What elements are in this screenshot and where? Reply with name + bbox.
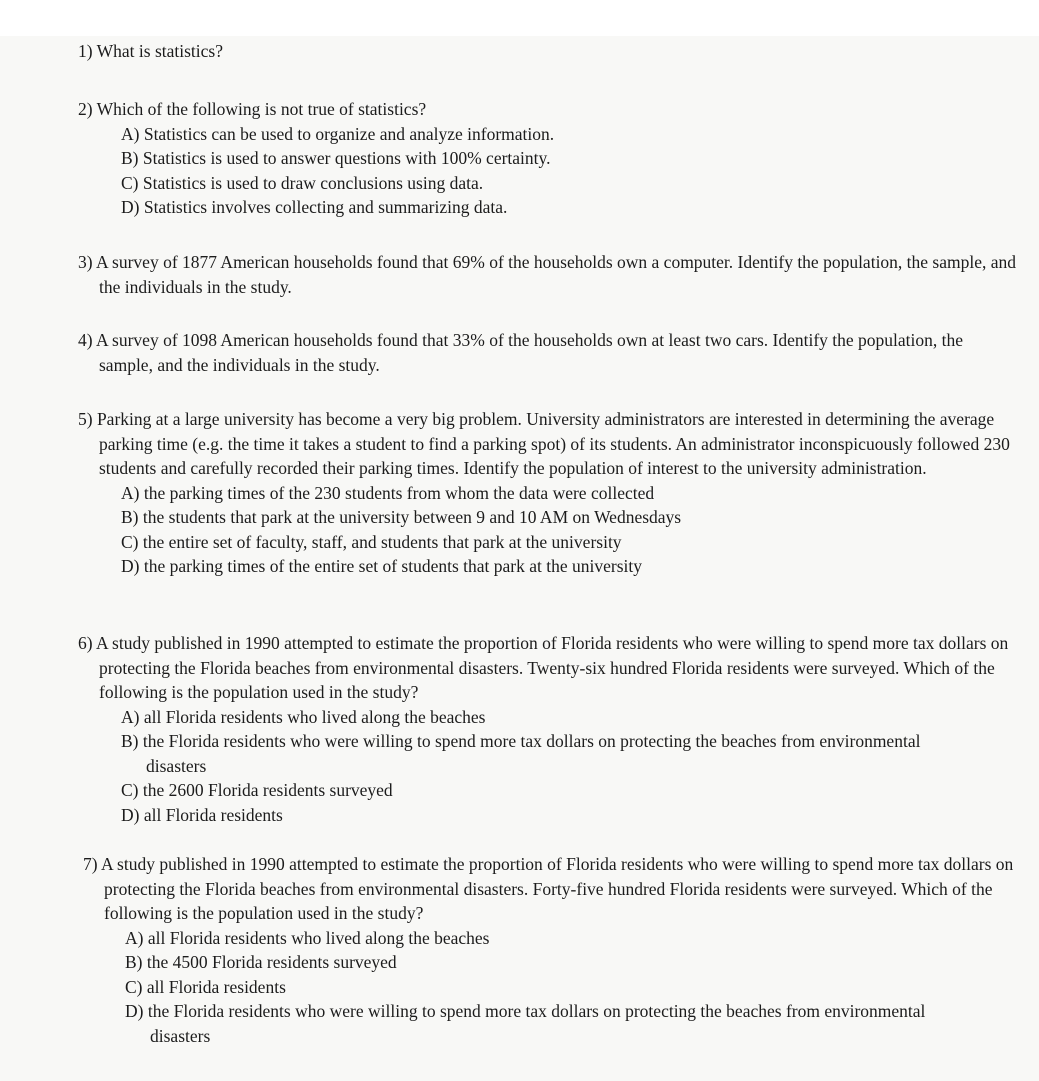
question-6	[0, 631, 1039, 827]
question-3	[0, 250, 1039, 299]
question-2-option-b: B) Statistics is used to answer questions with 100% certainty.	[121, 148, 551, 168]
question-7-options	[0, 926, 1039, 1049]
question-2	[0, 97, 1039, 220]
question-5-option-c: C) the entire set of faculty, staff, and students that park at the university	[121, 531, 622, 552]
question-7-option-b: B) the 4500 Florida residents surveyed	[125, 952, 397, 972]
question-5-option-b: B) the students that park at the university between 9 and 10 AM on Wednesdays	[121, 507, 682, 527]
question-2-option-a: A) Statistics can be used to organize and analyze information.	[121, 123, 555, 144]
question-7-option-d: D) the Florida residents who were willing to spend more tax dollars on protecting the beaches from environmental disasters	[125, 1001, 926, 1046]
question-2-options	[0, 122, 1039, 220]
question-5-option-d: D) the parking times of the entire set of students that park at the university	[121, 556, 642, 576]
question-6-options	[0, 705, 1039, 828]
question-5-option-a: A) the parking times of the 230 students from whom the data were collected	[121, 482, 655, 503]
question-7-option-c: C) all Florida residents	[125, 976, 286, 997]
question-6-option-b: B) the Florida residents who were willing to spend more tax dollars on protecting the beaches from environmental disasters	[121, 731, 921, 776]
question-7-stem: 7) A study published in 1990 attempted to estimate the proportion of Florida residents who were willing to spend more tax dollars on protecting the Florida beaches from environmental disasters. Forty-five hundred Florida residents were surveyed. Which of the following is the population used in the study?	[83, 854, 1014, 923]
question-6-option-d: D) all Florida residents	[121, 804, 283, 825]
question-4-stem: 4) A survey of 1098 American households found that 33% of the households own at least two cars. Identify the population, the sample, and the individuals in the study.	[78, 330, 964, 375]
question-4	[0, 328, 1039, 377]
question-1-stem: 1) What is statistics?	[78, 41, 223, 61]
question-5-options	[0, 481, 1039, 579]
question-7-option-a: A) all Florida residents who lived along the beaches	[125, 927, 490, 948]
question-2-option-d: D) Statistics involves collecting and summarizing data.	[121, 197, 508, 217]
question-2-option-c: C) Statistics is used to draw conclusions using data.	[121, 172, 484, 193]
question-3-stem: 3) A survey of 1877 American households found that 69% of the households own a computer. Identify the population, the sample, and the individuals in the study.	[78, 252, 1017, 297]
question-6-option-a: A) all Florida residents who lived along the beaches	[121, 706, 486, 727]
question-7	[0, 852, 1039, 1048]
question-6-option-c: C) the 2600 Florida residents surveyed	[121, 780, 393, 800]
question-1	[0, 39, 1039, 64]
question-5	[0, 407, 1039, 579]
question-2-stem: 2) Which of the following is not true of statistics?	[78, 99, 427, 119]
question-5-stem: 5) Parking at a large university has become a very big problem. University administrators are interested in determining the average parking time (e.g. the time it takes a student to find a parking spot) of its students. An administrator inconspicuously followed 230 students and carefully recorded their parking times. Identify the population of interest to the university administration.	[78, 409, 1010, 478]
question-6-stem: 6) A study published in 1990 attempted to estimate the proportion of Florida residents who were willing to spend more tax dollars on protecting the Florida beaches from environmental disasters. Twenty-six hundred Florida residents were surveyed. Which of the following is the population used in the study?	[78, 633, 1009, 702]
